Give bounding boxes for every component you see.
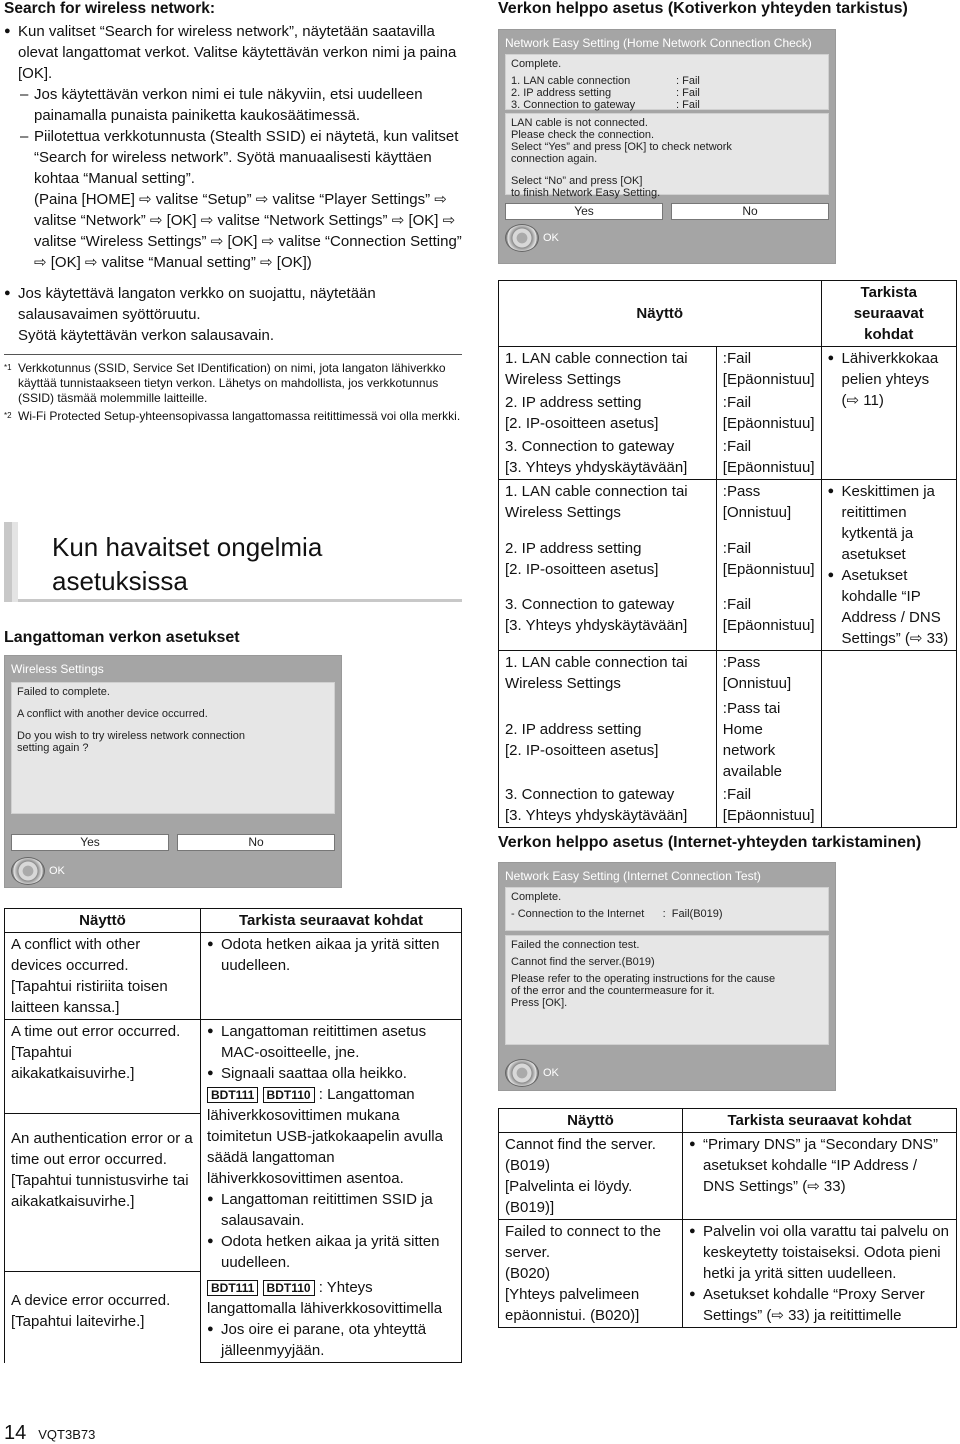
manual-setting-path: (Paina [HOME] ⇨ valitse “Setup” ⇨ valitse “Player Settings” ⇨ valitse “Network” ⇨ [OK] ⇨ valitse “Network Settings” ⇨ [OK] ⇨ valitse “Wireless Settings” ⇨ [OK] ⇨ valitse “Connection Setting” ⇨ [OK] ⇨ valitse “Manual setting” ⇨ [OK]) <box>34 191 462 271</box>
remote-dial-icon <box>11 857 45 885</box>
no-button[interactable]: No <box>671 203 829 220</box>
bullet-search: ● Kun valitset “Search for wireless network”, näytetään saatavilla olevat langattomat verkot. Valitse käytettävän verkon nimi ja paina [OK]. <box>4 21 462 84</box>
home-check-table: Näyttö Tarkista seuraavat kohdat 1. LAN cable connection tai Wireless Settings :Fail [Epäonnistuu] ● Lähiverkkokaa pelien yhteys (⇨ 11) 2. IP address setting [2. IP-osoitteen asetus] :Fail [Epäonnistuu] 3. Connection to gateway [3. Yhteys yhdyskäytävään] :Fail [Epäonnistuu] 1. LAN cable connection tai Wireless Settings :Pass [Onnistuu] ● Keskittimen ja reitittimen kytkentä ja asetukset ● Asetukset kohdalle “IP Address / DNS Settings” (⇨ 33) 2. IP address setting [2. IP-osoitteen asetus] :Fail [Epäonnistuu] 3. Connection to gateway [3. Yhteys yhdyskäytävään] :Fail [Epäonnistuu] 1. LAN cable connection tai Wireless Settings :Pass [Onnistuu] 2. IP address setting [2. IP-osoitteen asetus] :Pass tai Home network available 3. Connection to gateway [3. Yhteys yhdyskäytävään] :Fail [Epäonnistuu] <box>498 280 957 828</box>
wireless-settings-screen <box>4 655 342 888</box>
home-check-heading: Verkon helppo asetus (Kotiverkon yhteyden tarkistus) <box>498 0 908 17</box>
wireless-trouble-table: Näyttö Tarkista seuraavat kohdat A conflict with other devices occurred. [Tapahtui ristiriita toisen laitteen kanssa.] ● Odota hetken aikaa ja yritä sitten uudelleen. A time out error occurred. [Tapahtui aikakatkaisuvirhe.] An authentication error or a time out error occurred. [Tapahtui tunnistusvirhe tai aikakatkaisuvirhe.] A device error occurred. [Tapahtui laitevirhe.] ● Langattoman reitittimen asetus MAC-osoitteelle, jne. ● Signaali saattaa olla heikko. BDT111 BDT110 : Langattoman lähiverkkosovittimen mukana toimitetun USB-jatkokaapelin avulla säädä langattoman lähiverkkosovittimen asentoa. ● Langattoman reitittimen SSID ja salausavain. ● Odota hetken aikaa ja yritä sitten uudelleen. BDT111 BDT110 : Yhteys langattomalla lähiverkkosovittimella ● Jos oire ei parane, ota yhteyttä jälleenmyyjään. <box>4 908 462 1363</box>
divider <box>4 354 462 355</box>
dash-red-button: – Jos käytettävän verkon nimi ei tule näkyviin, etsi uudelleen painamalla punaista painiketta kaukosäätimessä. <box>4 84 462 126</box>
remote-dial-icon <box>505 1059 539 1087</box>
footnote-1: *1 Verkkotunnus (SSID, Service Set IDentification) on nimi, jota langaton lähiverkko käyttää tunnistaakseen tietyn verkon. Lähetys on mahdollista, jos verkkotunnus (SSID) täsmää molemmille laitteille. <box>4 361 446 405</box>
screen-title: Wireless Settings <box>11 662 104 676</box>
footnote-2: *2 Wi-Fi Protected Setup-yhteensopivassa langattomassa reitittimessä voi olla merkki. <box>4 409 461 423</box>
internet-check-screen: Network Easy Setting (Internet Connection Test) Complete. - Connection to the Internet : Fail(B019) Failed the connection test. Cannot find the server.(B019) Please refer to the operating instructions for the cause of the error and the countermeasure for it. Press [OK]. OK <box>498 862 836 1091</box>
dash-stealth: – Piilotettua verkkotunnusta (Stealth SSID) ei näytetä, kun valitset “Search for wireless network”. Syötä manuaalisesti käyttäen kohtaa “Manual setting”. <box>4 126 462 189</box>
page-footer <box>4 1422 95 1444</box>
wireless-subheading: Langattoman verkon asetukset <box>4 629 240 646</box>
table-row: A conflict with other devices occurred. [Tapahtui ristiriita toisen laitteen kanssa.] <box>5 933 201 1020</box>
left-column <box>4 0 462 1359</box>
screen-message-box: Failed to complete. A conflict with another device occurred. Do you wish to try wireless network connection setting again ? <box>11 682 335 814</box>
yes-button[interactable]: Yes <box>505 203 663 220</box>
internet-check-table: Näyttö Tarkista seuraavat kohdat Cannot find the server. (B019) [Palvelinta ei löydy. (B019)] ● “Primary DNS” ja “Secondary DNS” asetukset kohdalle “IP Address / DNS Settings” (⇨ 33) Failed to connect to the server. (B020) [Yhteys palvelimeen epäonnistui. (B020)] ● Palvelin voi olla varattu tai palvelu on keskeytetty toistaiseksi. Odota pieni hetki ja yritä sitten uudelleen. ● Asetukset kohdalle “Proxy Server Settings” (⇨ 33) ja reitittimelle <box>498 1108 957 1328</box>
internet-check-heading: Verkon helppo asetus (Internet-yhteyden tarkistaminen) <box>498 834 922 851</box>
section-banner <box>4 522 462 602</box>
search-heading: Search for wireless network: <box>4 0 216 17</box>
table-row: Cannot find the server. (B019) [Palvelinta ei löydy. (B019)] <box>499 1133 683 1220</box>
remote-dial-icon <box>505 224 539 252</box>
doc-code: VQT3B73 <box>38 1427 96 1442</box>
home-check-screen: Network Easy Setting (Home Network Connection Check) Complete. 1. LAN cable connection : Fail 2. IP address setting : Fail 3. Connection to gateway : Fail LAN cable is not connected. Please check the connection. Select “Yes” and press [OK] to check network connection again. Select “No” and press [OK] to finish Network Easy Setting. Yes No OK <box>498 29 836 264</box>
right-column <box>498 0 958 1324</box>
no-button[interactable]: No <box>177 834 335 851</box>
bdt110-badge: BDT110 <box>263 1087 315 1103</box>
ok-label: OK <box>49 865 65 877</box>
table-row: Failed to connect to the server. (B020) [Yhteys palvelimeen epäonnistui. (B020)] <box>499 1220 683 1328</box>
bullet-encryption: ● Jos käytettävä langaton verkko on suojattu, näytetään salausavaimen syöttöruutu. Syötä käytettävän verkon salausavain. <box>4 283 462 346</box>
yes-button[interactable]: Yes <box>11 834 169 851</box>
page-number: 14 <box>4 1422 27 1444</box>
bdt111-badge: BDT111 <box>207 1087 258 1103</box>
section-title: Kun havaitset ongelmia asetuksissa <box>52 532 323 596</box>
